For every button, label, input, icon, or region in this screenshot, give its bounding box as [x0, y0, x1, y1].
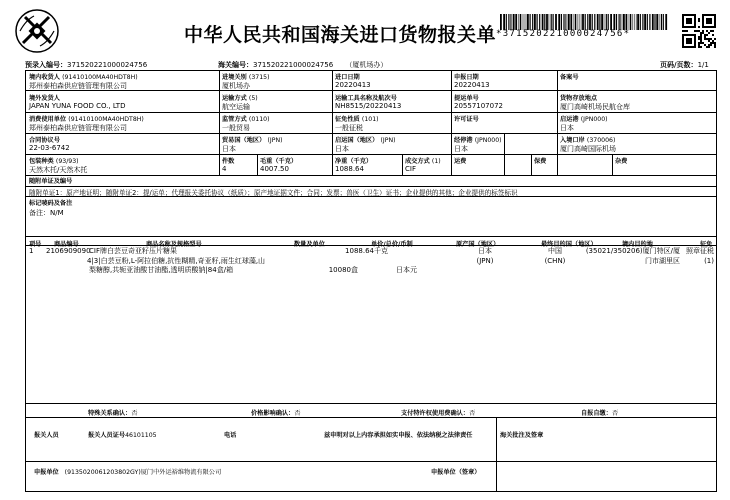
documents-value: 随附单证1：原产地证明；随附单证2：提/运单；代理报关委托协议（纸质）；原产地证据文件；合同；发票；兽医（卫生）证书；企业提供的其他；企业提供的标签标识	[29, 189, 518, 197]
declare-date-label: 申报日期	[454, 74, 479, 81]
deal-mode-label: 成交方式 (1)	[405, 158, 441, 165]
trade-country-label: 贸易国（地区） (JPN)	[222, 137, 283, 144]
goods-header-price: 单价/总价/币制	[371, 241, 413, 248]
consignor-value: JAPAN YUNA FOOD CO., LTD	[29, 102, 126, 110]
goods-domestic: (35021/350206)厦门特区/厦 门市湖里区	[585, 247, 680, 265]
goods-header-name: 商品名称及规格型号	[146, 241, 202, 248]
price-impact-confirm: 价格影响确认：否	[251, 410, 301, 417]
origin-country-label: 启运国（地区） (JPN)	[335, 137, 396, 144]
consignor-label: 境外发货人	[29, 95, 60, 102]
consumer-unit-value: 郑州泰柏森供应链管理有限公司	[29, 124, 127, 132]
goods-header-qty: 数量及单位	[294, 241, 325, 248]
legal-statement: 兹申明对以上内容承担如实申报、依法纳税之法律责任	[324, 432, 473, 439]
document-title: 中华人民共和国海关进口货物报关单	[183, 24, 496, 46]
entry-customs-value: 厦机场办	[222, 82, 250, 90]
goods-header-levy: 征免	[700, 241, 713, 248]
barcode-number: *371520221000024756*	[496, 29, 631, 39]
deal-mode-value: CIF	[405, 165, 416, 173]
consignee-value: 郑州泰柏森供应链管理有限公司	[29, 82, 127, 90]
goods-header-domestic: 境内目的地	[622, 241, 653, 248]
documents-label: 随附单证及编号	[29, 178, 73, 185]
bill-no-label: 提运单号	[454, 95, 479, 102]
goods-seq: 1	[29, 247, 34, 255]
customs-approval-label: 海关批注及签章	[500, 432, 544, 439]
transit-port-value: 日本	[454, 145, 468, 153]
goods-dest: 中国 (CHN)	[544, 247, 566, 265]
marks-label: 标记唛码及备注	[29, 200, 73, 207]
trade-country-value: 日本	[222, 145, 236, 153]
contract-no-label: 合同协议号	[29, 137, 60, 144]
special-relation-confirm: 特殊关系确认：否	[88, 410, 138, 417]
self-declare-confirm: 自报自缴：否	[581, 410, 619, 417]
exemption-value: 一般征税	[335, 124, 363, 132]
storage-place-value: 厦门高崎机场民航仓库	[560, 103, 630, 111]
qr-code-icon	[682, 14, 716, 48]
bill-no-value: 20557107072	[454, 102, 503, 110]
declaration-form	[25, 70, 717, 492]
goods-header-code: 商品编号	[54, 241, 79, 248]
insurance-label: 保费	[534, 158, 547, 165]
storage-place-label: 货物存放地点	[560, 95, 598, 102]
gross-weight-value: 4007.50	[260, 165, 289, 173]
phone-label: 电话	[224, 432, 237, 439]
pre-entry-number: 预录入编号：371520221000024756	[25, 61, 148, 69]
goods-name: CIF牌白芸豆奇亚籽压片糖果 4|3|白芸豆粉,L-阿拉伯糖,抗性糊精,奇亚籽,雨生红球藻,山 梨糖醇,共轭亚油酸甘油酯,透明质酸钠|84盒/箱	[87, 247, 266, 274]
supervision-value: 一般贸易	[222, 124, 250, 132]
vessel-label: 运输工具名称及航次号	[335, 95, 397, 102]
goods-header-origin: 原产国（地区）	[456, 241, 500, 248]
contract-no-value: 22-03-6742	[29, 144, 70, 152]
misc-fee-label: 杂费	[615, 158, 628, 165]
goods-levy: 照章征税 (1)	[686, 247, 714, 265]
pieces-value: 4	[222, 165, 227, 173]
entry-customs-label: 进境关别 (3715)	[222, 74, 270, 81]
goods-qty-2: 10080盒	[328, 266, 358, 274]
goods-qty-1: 1088.64千克	[345, 247, 388, 255]
departure-port-label: 启运港 (JPN000)	[560, 116, 608, 123]
goods-currency: 日本元	[396, 266, 417, 274]
gross-weight-label: 毛重（千克）	[260, 158, 298, 165]
vessel-value: NH8515/20220413	[335, 102, 402, 110]
supervision-label: 监管方式 (0110)	[222, 116, 270, 123]
transit-port-label: 经停港 (JPN000)	[454, 137, 502, 144]
net-weight-value: 1088.64	[335, 165, 364, 173]
net-weight-label: 净重（千克）	[335, 158, 373, 165]
declaring-unit-seal: 申报单位（签章）	[431, 469, 481, 476]
entry-port-value: 厦门高崎国际机场	[560, 145, 616, 153]
marks-value: 备注：N/M	[29, 209, 64, 217]
declare-date-value: 20220413	[454, 81, 490, 89]
consignee-label: 境内收货人 (91410100MA40HDT8H)	[29, 74, 138, 81]
entry-port-label: 入境口岸 (370006)	[560, 137, 616, 144]
declarant-label: 报关人员	[34, 432, 59, 439]
package-type-value: 天然木托/天然木托	[29, 166, 88, 174]
goods-origin: 日本 (JPN)	[476, 247, 494, 265]
departure-port-value: 日本	[560, 124, 574, 132]
import-date-label: 进口日期	[335, 74, 360, 81]
goods-header-seq: 项号	[29, 241, 42, 248]
package-type-label: 包装种类 (93/93)	[29, 158, 79, 165]
declarant-cert: 报关人员证号46101105	[88, 432, 157, 439]
declaring-unit: 申报单位 (9135020061203802GY)厦门中外运裕维物流有限公司	[34, 469, 222, 476]
origin-country-value: 日本	[335, 145, 349, 153]
exemption-label: 征免性质 (101)	[335, 116, 379, 123]
transport-mode-value: 航空运输	[222, 103, 250, 111]
transport-mode-label: 运输方式 (5)	[222, 95, 258, 102]
pieces-label: 件数	[222, 158, 235, 165]
customs-emblem-icon	[14, 8, 60, 54]
barcode-icon	[500, 14, 668, 30]
goods-header-dest: 最终目的国（地区）	[541, 241, 597, 248]
license-no-label: 许可证号	[454, 116, 479, 123]
freight-label: 运费	[454, 158, 467, 165]
consumer-unit-label: 消费使用单位 (91410100MA40HDT8H)	[29, 116, 144, 123]
record-no-label: 备案号	[560, 74, 579, 81]
customs-number: 海关编号：371520221000024756 （厦机场办）	[218, 61, 388, 69]
page-indicator: 页码/页数：1/1	[660, 61, 709, 69]
import-date-value: 20220413	[335, 81, 371, 89]
royalty-confirm: 支付特许权使用费确认：否	[401, 410, 476, 417]
goods-code: 2106909090	[46, 247, 91, 255]
